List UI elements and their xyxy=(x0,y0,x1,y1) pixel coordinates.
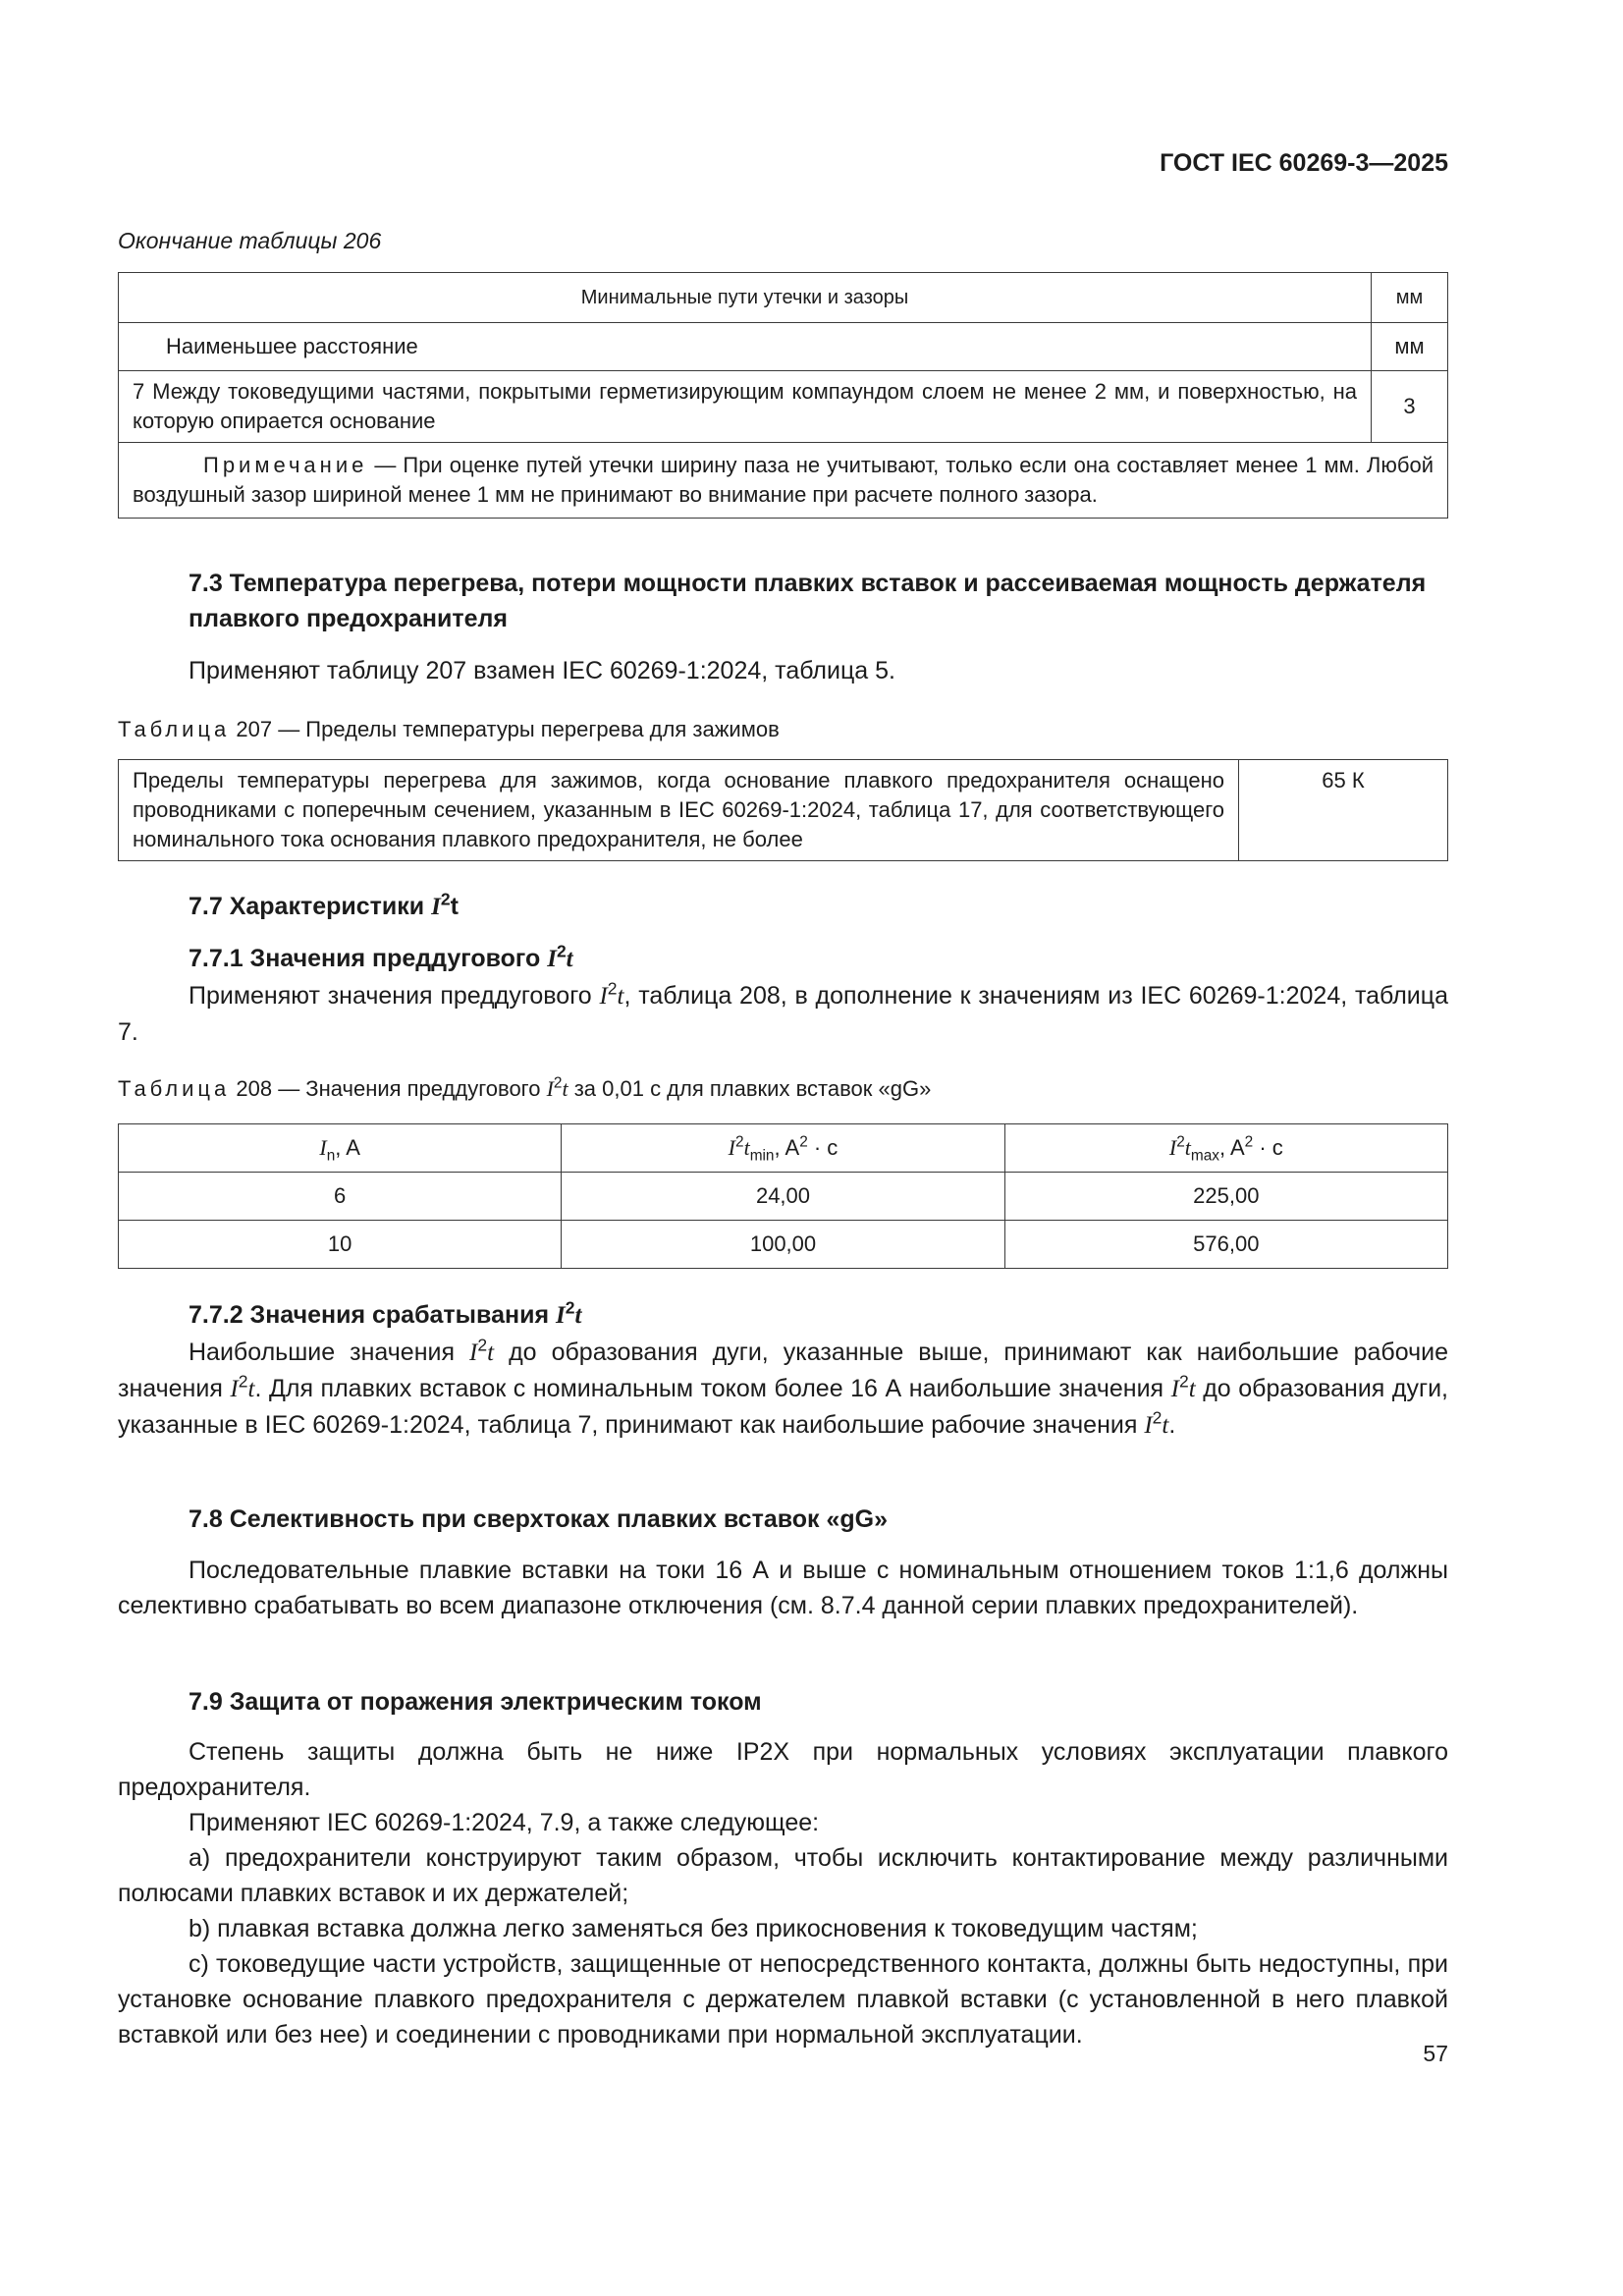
section-7-7-1-title: 7.7.1 Значения преддугового $I^2t$ xyxy=(189,941,573,972)
section-7-9-title: 7.9 Защита от поражения электрическим током xyxy=(189,1688,762,1716)
caption-label: Таблица xyxy=(118,1076,231,1101)
text-part: . Для плавких вставок с номинальным током более 16 А наибольшие значения xyxy=(254,1375,1171,1402)
table-207 xyxy=(118,759,1448,861)
table-cell: 10 xyxy=(119,1221,562,1269)
section-7-7-2-text: Наибольшие значения $I^2t$ до образования дуги, указанные выше, принимают как наибольшие рабочие значения $I^2t$. Для плавких вставок с номинальным током более 16 А наибольшие значения $I^2t$ до образования дуги, указанные в IEC 60269-1:2024, таблица 7, принимают как наибольшие рабочие значения $I^2t$. xyxy=(118,1335,1448,1439)
section-7-3-text: Применяют таблицу 207 взамен IEC 60269-1:2024, таблица 5. xyxy=(189,657,895,684)
section-7-8-text: Последовательные плавкие вставки на токи 16 А и выше с номинальным отношением токов 1:1,6 должны селективно срабатывать во всем диапазоне отключения (см. 8.7.4 данной серии плавких предохранителей). xyxy=(118,1557,1448,1619)
standard-header: ГОСТ IEC 60269-3—2025 xyxy=(1160,149,1448,177)
list-item-a: a) предохранители конструируют таким образом, чтобы исключить контактирование между различными полюсами плавких вставок и их держателей; xyxy=(118,1844,1448,1907)
table-cell: 24,00 xyxy=(562,1173,1004,1221)
table-cell: 225,00 xyxy=(1004,1173,1447,1221)
section-7-7-1-title-text: 7.7.1 Значения преддугового xyxy=(189,945,548,972)
column-header-i2tmax: $I^2t_{max}$, $A^2 \cdot c$ xyxy=(1004,1124,1447,1173)
column-header-i2tmin: $I^2t_{min}$, $A^2 \cdot c$ xyxy=(562,1124,1004,1173)
section-7-7-2-title: 7.7.2 Значения срабатывания $I^2t$ xyxy=(189,1297,582,1329)
table-206-continuation-caption: Окончание таблицы 206 xyxy=(118,228,382,253)
table-row xyxy=(119,1221,1448,1269)
table-cell: 100,00 xyxy=(562,1221,1004,1269)
table-row xyxy=(119,1173,1448,1221)
table-206-header-row xyxy=(119,273,1448,323)
caption-label: Таблица xyxy=(118,717,231,741)
table-row xyxy=(119,760,1448,861)
table-207-value: 65 К xyxy=(1239,760,1448,861)
table-206-header: Минимальные пути утечки и зазоры xyxy=(119,273,1372,323)
text-part: Применяют значения преддугового xyxy=(189,982,600,1010)
text-part: до образования дуги, указанные выше, принимают как наибольшие рабочие значения xyxy=(118,1339,1448,1402)
section-7-7-title: 7.7 Характеристики $I^2t$ xyxy=(189,889,459,920)
section-7-7-title-text: 7.7 Характеристики xyxy=(189,893,432,920)
note-text: — При оценке путей утечки ширину паза не учитывают, только если она составляет менее 1 мм. Любой воздушный зазор шириной менее 1 мм не принимают во внимание при расчете полного зазора. xyxy=(133,453,1434,507)
table-206-row2-text: 7 Между токоведущими частями, покрытыми герметизирующим компаундом слоем не менее 2 мм, и поверхностью, на которую опирается основание xyxy=(119,371,1372,443)
text-part: . xyxy=(1168,1411,1176,1439)
table-207-caption xyxy=(118,717,780,742)
text-part: до образования дуги, указанные в IEC 60269-1:2024, таблица 7, принимают как наибольшие рабочие значения xyxy=(118,1375,1448,1439)
table-206-row1-label: Наименьшее расстояние xyxy=(119,323,1372,371)
column-header-in: $I_n$, A xyxy=(119,1124,562,1173)
table-206-note xyxy=(119,443,1448,519)
text-part: , таблица 208, в дополнение к значениям из IEC 60269-1:2024, таблица 7. xyxy=(118,982,1448,1046)
list-item-b: b) плавкая вставка должна легко заменяться без прикосновения к токоведущим частям; xyxy=(189,1915,1198,1942)
section-7-7-2-title-text: 7.7.2 Значения срабатывания xyxy=(189,1301,556,1329)
section-7-9-para1: Степень защиты должна быть не ниже IP2X при нормальных условиях эксплуатации плавкого предохранителя. xyxy=(118,1738,1448,1801)
page-number: 57 xyxy=(1423,2041,1448,2066)
table-207-text: Пределы температуры перегрева для зажимов, когда основание плавкого предохранителя оснащено проводниками с поперечным сечением, указанным в IEC 60269-1:2024, таблица 17, для соответствующего номинального тока основания плавкого предохранителя, не более xyxy=(119,760,1239,861)
list-item-c: c) токоведущие части устройств, защищенные от непосредственного контакта, должны быть недоступны, при установке основание плавкого предохранителя с держателем плавкой вставки (с установленной в него плавкой вставкой или без нее) и соединении с проводниками при нормальной эксплуатации. xyxy=(118,1950,1448,2049)
i2t-symbol: I xyxy=(547,946,557,972)
table-cell: 576,00 xyxy=(1004,1221,1447,1269)
table-206 xyxy=(118,272,1448,519)
text-part: Наибольшие значения xyxy=(189,1339,470,1366)
section-7-8-title: 7.8 Селективность при сверхтоках плавких вставок «gG» xyxy=(189,1505,889,1533)
table-row xyxy=(119,371,1448,443)
table-208 xyxy=(118,1123,1448,1269)
section-7-9-para2: Применяют IEC 60269-1:2024, 7.9, а также следующее: xyxy=(189,1809,820,1836)
caption-text: 207 — Пределы температуры перегрева для зажимов xyxy=(230,717,780,741)
caption-text: 208 — Значения преддугового xyxy=(230,1076,547,1101)
note-label: Примечание xyxy=(203,453,368,477)
section-7-7-1-text: Применяют значения преддугового $I^2t$, таблица 208, в дополнение к значениям из IEC 60269-1:2024, таблица 7. xyxy=(118,978,1448,1046)
table-row xyxy=(119,323,1448,371)
table-cell: 6 xyxy=(119,1173,562,1221)
table-208-header-row xyxy=(119,1124,1448,1173)
caption-text: за 0,01 с для плавких вставок «gG» xyxy=(568,1076,932,1101)
table-206-unit-header: мм xyxy=(1372,273,1448,323)
table-206-row1-unit: мм xyxy=(1372,323,1448,371)
table-206-note-row xyxy=(119,443,1448,519)
i2t-symbol: I xyxy=(431,894,441,920)
table-206-row2-value: 3 xyxy=(1372,371,1448,443)
section-7-3-title: 7.3 Температура перегрева, потери мощности плавких вставок и рассеиваемая мощность держателя плавкого предохранителя xyxy=(189,570,1427,632)
table-208-caption: Таблица 208 — Значения преддугового $I^2t$ за 0,01 с для плавких вставок «gG» xyxy=(118,1074,932,1101)
